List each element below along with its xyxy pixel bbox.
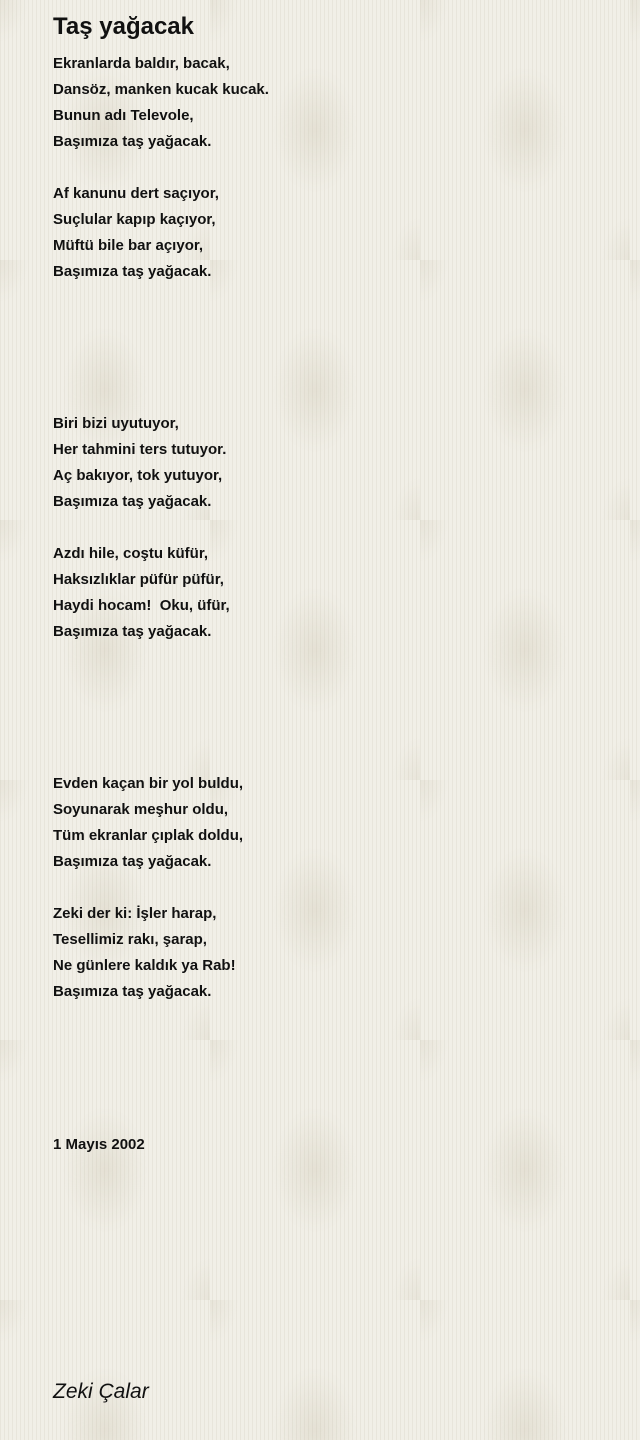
poem-line: Müftü bile bar açıyor, [53, 237, 204, 254]
poem-line: Her tahmini ters tutuyor. [53, 441, 227, 458]
poem-line: Soyunarak meşhur oldu, [53, 801, 229, 818]
poem-line: Başımıza taş yağacak. [53, 263, 212, 280]
poem-author: Zeki Çalar [53, 1380, 149, 1403]
poem-line: Ne günlere kaldık ya Rab! [53, 957, 236, 974]
poem-line: Evden kaçan bir yol buldu, [53, 775, 244, 792]
poem-line: Haksızlıklar püfür püfür, [53, 571, 224, 588]
poem-line: Başımıza taş yağacak. [53, 133, 212, 150]
poem-line: Biri bizi uyutuyor, [53, 415, 179, 432]
poem-line: Suçlular kapıp kaçıyor, [53, 211, 216, 228]
poem-line: Af kanunu dert saçıyor, [53, 185, 219, 202]
poem-date: 1 Mayıs 2002 [53, 1136, 145, 1153]
poem-line: Azdı hile, coştu küfür, [53, 545, 209, 562]
poem-line: Zeki der ki: İşler harap, [53, 905, 217, 922]
poem-line: Ekranlarda baldır, bacak, [53, 55, 230, 72]
poem-line: Haydi hocam! Oku, üfür, [53, 597, 230, 614]
poem-line: Aç bakıyor, tok yutuyor, [53, 467, 223, 484]
poem-line: Bunun adı Televole, [53, 107, 194, 124]
poem-line: Tüm ekranlar çıplak doldu, [53, 827, 244, 844]
poem-line: Başımıza taş yağacak. [53, 493, 212, 510]
poem-line: Dansöz, manken kucak kucak. [53, 81, 269, 98]
poem-line: Tesellimiz rakı, şarap, [53, 931, 207, 948]
poem-title: Taş yağacak [53, 13, 194, 40]
poem-line: Başımıza taş yağacak. [53, 623, 212, 640]
poem-line: Başımıza taş yağacak. [53, 853, 212, 870]
poem-line: Başımıza taş yağacak. [53, 983, 212, 1000]
